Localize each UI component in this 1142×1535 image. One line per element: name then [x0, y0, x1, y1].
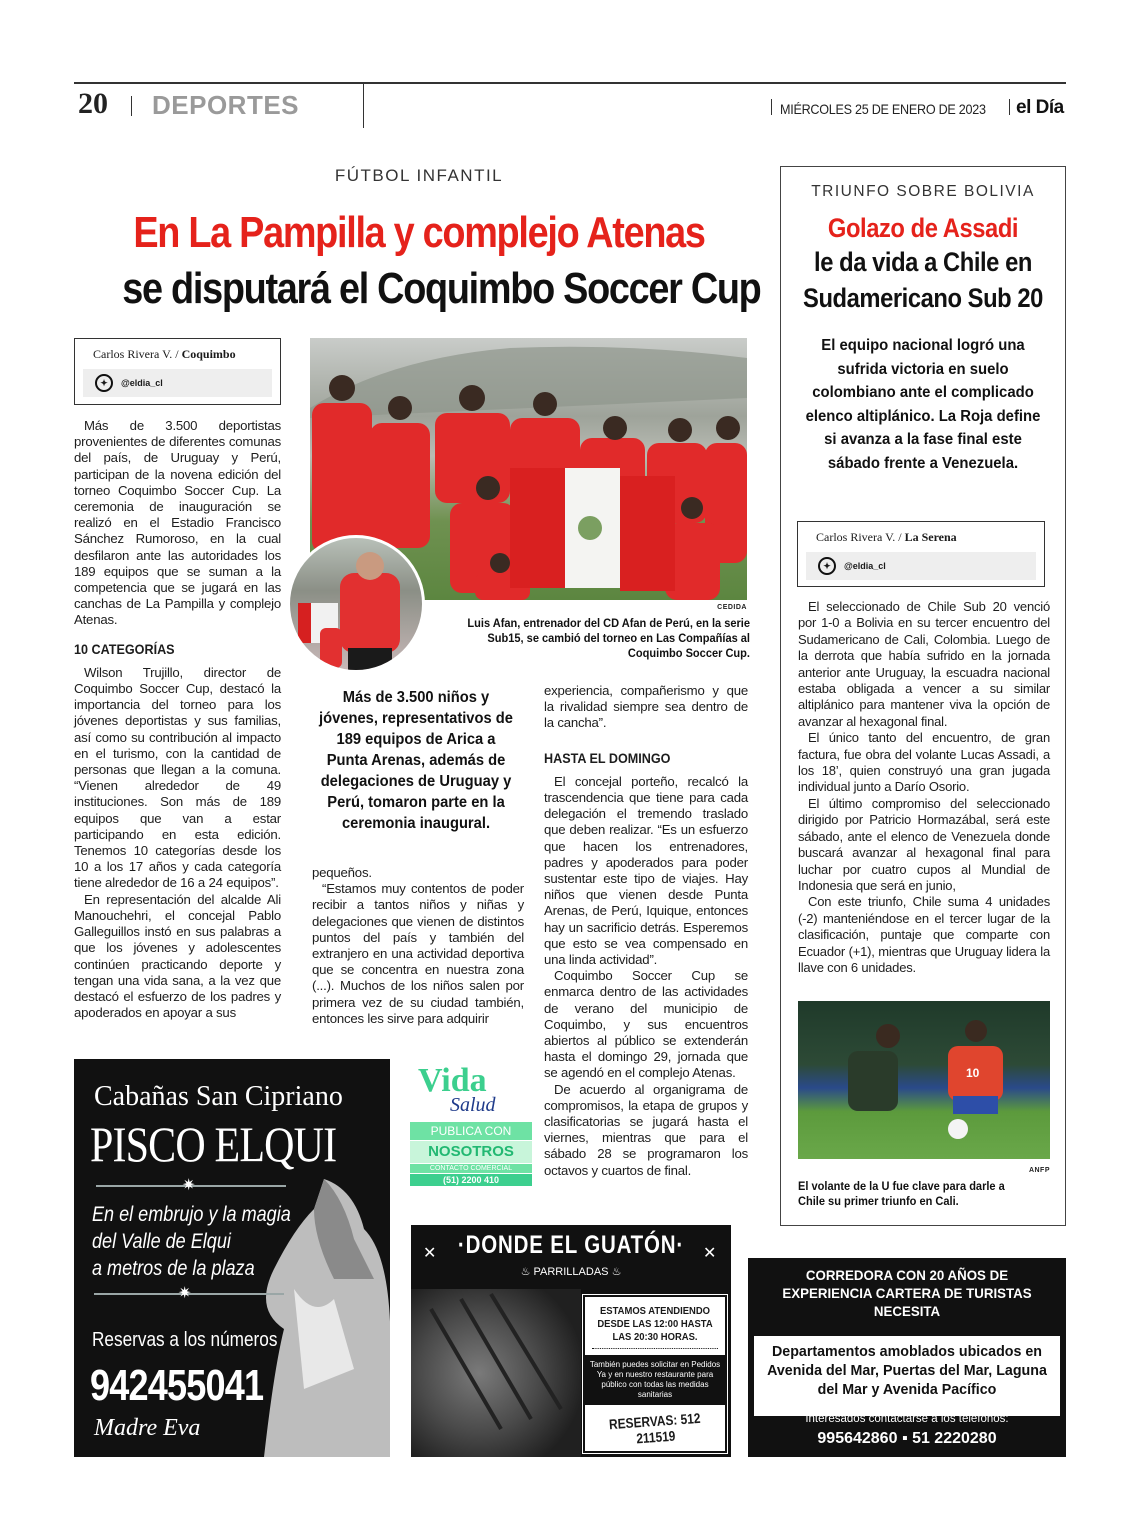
ad-pisco-title: PISCO ELQUI [90, 1116, 337, 1172]
byline-box [74, 338, 281, 405]
corredora-body: Departamentos amoblados ubicados en Avenida del Mar, Puertas del Mar, Laguna del Mar y Avenida Pacífico [754, 1336, 1060, 1416]
subhead-domingo: HASTA EL DOMINGO [544, 749, 671, 766]
corredora-phone-1[interactable]: 995642860 [817, 1430, 898, 1447]
paragraph: Más de 3.500 deportistas provenientes de diferentes comunas del país, de Uruguay y Perú, participan de la novena edición del torneo Coquimbo Soccer Cup. La ceremonia de inauguración se realizó en el Estadio Francisco Sánchez Rumoroso, en la cual desfilaron ante las autoridades los 189 equipos que se suman a la competencia que se jugará en las canchas de La Pampilla y complejo Atenas. [74, 418, 281, 628]
grill-tools-icon: ✕ [703, 1245, 717, 1262]
sidebar-headline-red: Golazo de Assadi [827, 213, 1019, 243]
guaton-reservas[interactable]: RESERVAS: 512 211519 [608, 1409, 701, 1447]
corredora-phones [748, 1430, 1066, 1448]
twitter-icon: ✦ [818, 557, 836, 575]
steak-image [411, 1289, 581, 1457]
sidebar-photo-credit: ANFP [1028, 1167, 1050, 1174]
header-divider [363, 84, 364, 128]
ad-donde-el-guaton[interactable] [411, 1225, 731, 1457]
paragraph-continuation: experiencia, compañerismo y que la rivalidad siempre sea dentro de la cancha”. [544, 683, 748, 731]
ad-pisco-reservas: Reservas a los números [92, 1329, 278, 1351]
jersey-number: 10 [966, 1066, 980, 1080]
header-rule [74, 82, 1066, 84]
paragraph: El único tanto del encuentro, de gran factura, fue obra del volante Lucas Assadi, a los 18’, quien construyó una gran jugada individual junto a Darío Osorio. [798, 730, 1050, 795]
salud-logo: Salud [450, 1094, 496, 1116]
paragraph: El concejal porteño, recalcó la trascendencia que tiene para cada delegación el tremendo traslado que deben realizar. “Es un esfuerzo que hacen los entrenadores, padres y apoderados para poder sustentar este tipo de viajes. Hay niños que vienen desde Punta Arenas, de Perú, Iquique, entonces hay un sacrificio detrás. Esperemos que esto se vea compensado en una linda actividad”. [544, 773, 748, 968]
photo-credit: CEDIDA [717, 604, 747, 611]
paragraph: Wilson Trujillo, director de Coquimbo Soccer Cup, destacó la importancia del torneo para los jóvenes deportistas y sus familias, así como su contribución al impacto en el turismo, con la cantidad de personas que llegan a la comuna. “Vienen alrededor de 49 instituciones. Son más de 189 equipos que van a estar participando en esta edición. Tenemos 10 categorías desde los 10 a los 17 años y cada categoría tiene alrededor de 16 a 24 equipos”. [74, 664, 281, 891]
sidebar-photo-caption: El volante de la U fue clave para darle a Chile su primer triunfo en Cali. [798, 1179, 1005, 1208]
ad-pisco-signature: Madre Eva [94, 1415, 201, 1441]
paragraph: De acuerdo al organigrama de compromisos, la etapa de grupos y clasificatorias se jugará hasta el viernes, mientras que para el sábado 28 se programaron los octavos y cuartos de final. [544, 1081, 748, 1178]
headline-black: se disputará el Coquimbo Soccer Cup [122, 264, 761, 313]
page-number: 20 [78, 87, 108, 120]
paragraph: El seleccionado de Chile Sub 20 venció por 1-0 a Bolivia en su tercer encuentro del Sudamericano de Cali, Colombia. Luego de la derrota que había sufrido en la jornada anterior ante Uruguay, la escuadra nacional estaba obligada a vencer a su similar altiplánico para mantener viva la opción de avanzar al hexagonal final. [798, 599, 1050, 729]
sidebar-headline-line2: Sudamericano Sub 20 [803, 283, 1043, 313]
ad-pisco-tagline: En el embrujo y la magia del Valle de Elqui a metros de la plaza [92, 1203, 291, 1280]
phone-separator: ▪ [901, 1430, 913, 1447]
ad-pisco-phone[interactable]: 942455041 [90, 1361, 264, 1410]
article-column-1 [74, 418, 281, 1021]
sparkle-icon: ✷ [182, 1177, 196, 1194]
byline-author: Carlos Rivera V. / La Serena [816, 530, 957, 544]
guaton-subtitle: ♨ PARRILLADAS ♨ [520, 1266, 622, 1278]
vida-line2: NOSOTROS [410, 1141, 532, 1163]
guaton-info: También puedes solicitar en Pedidos Ya y en nuestro restaurante para público con todas las medidas sanitarias [585, 1355, 725, 1405]
ad-corredora[interactable] [748, 1258, 1066, 1457]
twitter-handle[interactable]: @eldia_cl [844, 561, 886, 571]
flame-icon: ♨ [611, 1266, 622, 1278]
header-separator [131, 96, 132, 116]
paragraph: “Estamos muy contentos de poder recibir a tantos niños y niñas y delegaciones que vienen de distintos puntos del país y también del extranjero en una actividad deportiva que se concentra en nuestra zona (...). Muchos de los niños salen por primera vez de su ciudad también, entonces les sirve para adquirir [312, 881, 524, 1026]
sidebar-deck: El equipo nacional logró una sufrida victoria en suelo colombiano ante el complicado elenco altiplánico. La Roja define si avanza a la fase final este sábado frente a Venezuela. [805, 337, 1041, 472]
coach-inset-photo [287, 535, 425, 673]
header-separator [1009, 99, 1010, 115]
paragraph: El último compromiso del seleccionado dirigido por Patricio Hormazábal, será este sábado, ante el elenco de Venezuela donde buscará avanzar al hexagonal final para luchar por cuatro cupos al Mundial de Indonesia que será en junio, [798, 795, 1050, 893]
grill-tools-icon: ✕ [423, 1245, 437, 1262]
ad-vida-salud[interactable] [408, 1060, 534, 1185]
guaton-info-panel [583, 1295, 727, 1453]
paragraph: Coquimbo Soccer Cup se enmarca dentro de las actividades de verano del municipio de Coquimbo, y sus encuentros abiertos al público se extenderán hasta el domingo 29, jornada que se agendó en el complejo Atenas. [544, 968, 748, 1081]
vida-line3: CONTACTO COMERCIAL [410, 1164, 532, 1173]
twitter-icon: ✦ [95, 374, 113, 392]
sidebar-kicker: TRIUNFO SOBRE BOLIVIA [811, 183, 1035, 200]
pull-quote: Más de 3.500 niños y jóvenes, representativos de 189 equipos de Arica a Punta Arenas, además de delegaciones de Uruguay y Perú, tomaron parte en la ceremonia inaugural. [319, 689, 513, 832]
guaton-hours: ESTAMOS ATENDIENDO DESDE LAS 12:00 HASTA LAS 20:30 HORAS. [592, 1297, 718, 1349]
sidebar-body [798, 599, 1050, 976]
paragraph: Con este triunfo, Chile suma 4 unidades (-2) manteniéndose en el tercer lugar de la clasificación, puntaje que comparte con Ecuador (+1), mientras que Uruguay lidera la llave con 6 unidades. [798, 894, 1050, 975]
ad-pisco-elqui[interactable] [74, 1059, 390, 1457]
twitter-row[interactable] [806, 552, 1036, 580]
header-separator [771, 99, 772, 115]
corredora-headline: CORREDORA CON 20 AÑOS DE EXPERIENCIA CARTERA DE TURISTAS NECESITA [782, 1267, 1032, 1319]
flame-icon: ♨ [520, 1266, 531, 1278]
headline-red: En La Pampilla y complejo Atenas [133, 208, 705, 257]
vida-line1: PUBLICA CON [410, 1122, 532, 1140]
corredora-contact: Interesados contactarse a los teléfonos: [805, 1413, 1009, 1425]
vida-phone[interactable]: (51) 2200 410 [410, 1174, 532, 1186]
match-photo [798, 1001, 1050, 1159]
coach-illustration [290, 538, 425, 673]
match-photo-illustration [798, 1001, 1050, 1159]
section-title: DEPORTES [152, 90, 300, 120]
twitter-handle[interactable]: @eldia_cl [121, 378, 163, 388]
byline-author: Carlos Rivera V. / Coquimbo [93, 347, 236, 361]
ad-pisco-line1: Cabañas San Cipriano [94, 1081, 343, 1112]
paragraph: En representación del alcalde Ali Manouchehri, el concejal Pablo Galleguillos instó en sus palabras a que los jóvenes y adolescentes continúen practicando deporte y tengan una vida sana, a la vez que destacó el esfuerzo de los padres y apoderados en apoyar a sus [74, 891, 281, 1021]
guaton-title: ·DONDE EL GUATÓN· [457, 1231, 685, 1259]
brand-logo: el Día [1016, 97, 1064, 118]
sidebar-article [780, 166, 1066, 1226]
article-column-3 [544, 683, 748, 1179]
photo-caption: Luis Afan, entrenador del CD Afan de Perú, en la serie Sub15, se cambió del torneo en Las Compañías al Coquimbo Soccer Cup. [467, 616, 750, 660]
paragraph-continuation: pequeños. [312, 865, 372, 880]
twitter-row[interactable] [83, 369, 272, 397]
sparkle-icon: ✷ [178, 1285, 192, 1302]
article-column-2 [312, 865, 524, 1027]
sidebar-byline-box [797, 521, 1045, 587]
vida-logo: Vida [418, 1062, 487, 1099]
sidebar-headline-line1: le da vida a Chile en [814, 247, 1032, 277]
subhead-categorias: 10 CATEGORÍAS [74, 640, 175, 657]
corredora-phone-2[interactable]: 51 2220280 [912, 1430, 997, 1447]
issue-date: MIÉRCOLES 25 DE ENERO DE 2023 [780, 101, 986, 117]
article-kicker: FÚTBOL INFANTIL [334, 166, 504, 185]
